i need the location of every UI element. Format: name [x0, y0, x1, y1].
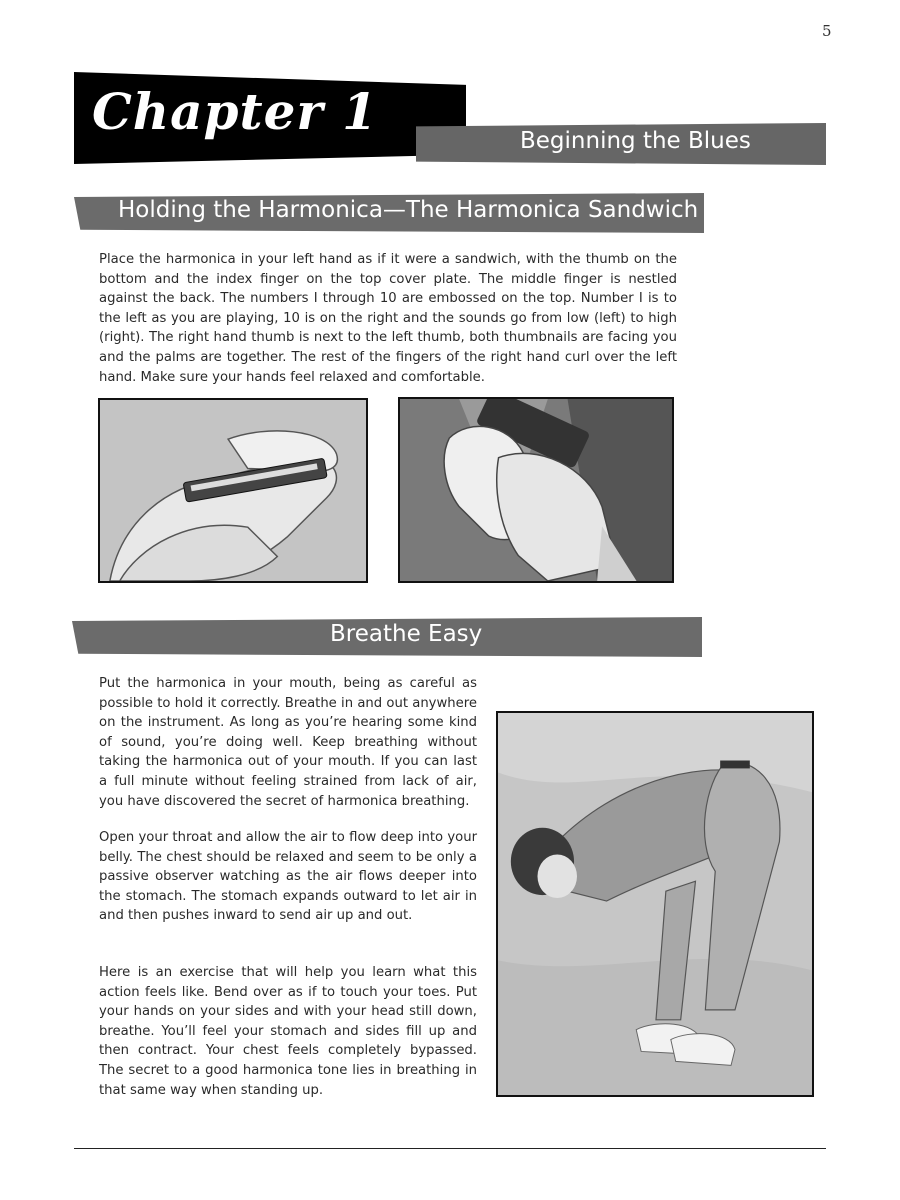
section-heading-breathe: Breathe Easy: [330, 621, 483, 647]
photo-hands-holding-harmonica: [98, 398, 368, 583]
paragraph-breathe-3: Here is an exercise that will help you learn what this action feels like. Bend over as if to touch your toes. Put your hands on your sides and with your head still down, breathe. You’ll feel your stomach and sides fill up and then contract. Your chest feels completely bypassed. The secret to a good harmonica tone lies in breathing in that same way when standing up.: [99, 965, 477, 1098]
footer-rule: [74, 1148, 826, 1149]
section-heading-holding: Holding the Harmonica—The Harmonica Sandwich: [118, 197, 699, 223]
paragraph-breathe-1: Put the harmonica in your mouth, being as careful as possible to hold it correctly. Breathe in and out anywhere on the instrument. As long as you’re hearing some kind of sound, you’re doing well. Keep breathing without taking the harmonica out of your mouth. If you can last a full minute without feeling strained from lack of air, you have discovered the secret of harmonica breathing.: [99, 676, 477, 809]
page-number: 5: [822, 22, 832, 40]
paragraph-breathe-2: Open your throat and allow the air to flow deep into your belly. The chest should be relaxed and seem to be only a passive observer watching as the air flows deeper into the stomach. The stomach expands outward to let air in and then pushes inward to send air up and out.: [99, 830, 477, 924]
chapter-subtitle: Beginning the Blues: [520, 128, 751, 154]
chapter-title: Chapter 1: [92, 82, 378, 141]
photo-man-bending-over: [496, 711, 814, 1097]
photo-hands-harmonica-front: [398, 397, 674, 583]
paragraph-holding: Place the harmonica in your left hand as if it were a sandwich, with the thumb on the bottom and the index finger on the top cover plate. The middle finger is nestled against the back. The numbers I through 10 are embossed on the top. Number I is to the left as you are playing, 10 is on the right and the sounds go from low (left) to high (right). The right hand thumb is next to the left thumb, both thumbnails are facing you and the palms are together. The rest of the fingers of the right hand curl over the left hand. Make sure your hands feel relaxed and comfortable.: [99, 252, 677, 385]
